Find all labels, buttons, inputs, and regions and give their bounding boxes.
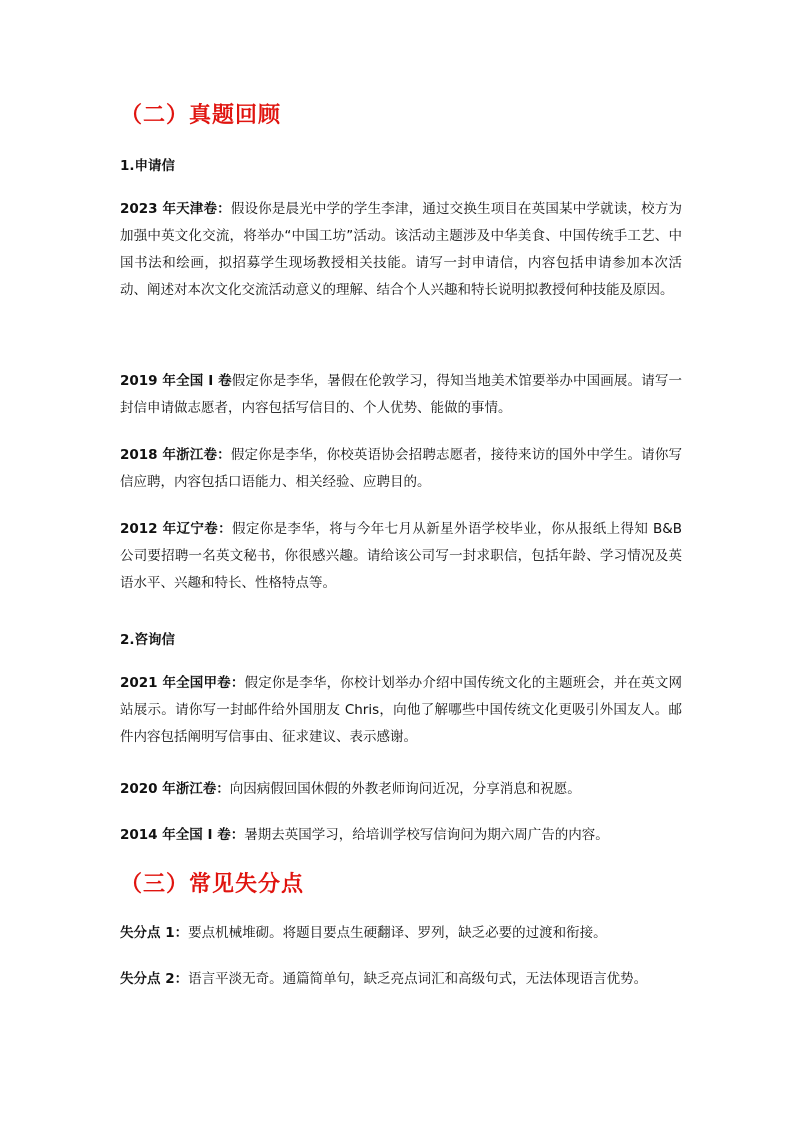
question-paragraph [120, 776, 682, 803]
question-source-label: 2012 年辽宁卷： [120, 521, 233, 537]
question-text: 假定你是李华，暑假在伦敦学习，得知当地美术馆要举办中国画展。请写一封信申请做志愿者，内容包括写信目的、个人优势、能做的事情。 [120, 373, 683, 416]
question-text: 假定你是李华，你校英语协会招聘志愿者，接待来访的国外中学生。请你写信应聘，内容包括口语能力、相关经验、应聘目的。 [120, 447, 683, 490]
question-text: 假定你是李华，你校计划举办介绍中国传统文化的主题班会，并在英文网站展示。请你写一封邮件给外国朋友 Chris，向他了解哪些中国传统文化更吸引外国友人。邮件内容包括阐明写信事由、征求建议、表示感谢。 [120, 675, 682, 745]
question-source-label: 2019 年全国 I 卷 [120, 373, 232, 389]
question-text: 假设你是晨光中学的学生李津，通过交换生项目在英国某中学就读，校方为加强中英文化交流，将举办“中国工坊”活动。该活动主题涉及中华美食、中国传统手工艺、中国书法和绘画，拟招募学生现场教授相关技能。请写一封申请信，内容包括申请参加本次活动、阐述对本次文化交流活动意义的理解、结合个人兴趣和特长说明拟教授何种技能及原因。 [120, 201, 683, 298]
question-paragraph [120, 822, 682, 849]
question-source-label: 2020 年浙江卷： [120, 781, 230, 797]
pitfall-paragraph [120, 966, 682, 993]
pitfall-label: 失分点 2： [120, 971, 189, 987]
question-paragraph [120, 670, 682, 751]
question-source-label: 2021 年全国甲卷： [120, 675, 245, 691]
question-source-label: 2014 年全国 I 卷： [120, 827, 245, 843]
section-heading-pitfalls: （三）常见失分点 [120, 872, 305, 897]
question-paragraph [120, 516, 682, 597]
question-text: 暑期去英国学习，给培训学校写信询问为期六周广告的内容。 [244, 827, 609, 843]
question-source-label: 2023 年天津卷： [120, 201, 231, 217]
question-paragraph [120, 368, 682, 422]
subheading-inquiry-letter: 2.咨询信 [120, 632, 176, 648]
pitfall-paragraph [120, 920, 682, 947]
question-paragraph [120, 196, 682, 304]
subheading-application-letter: 1.申请信 [120, 158, 176, 174]
section-heading-review: （二）真题回顾 [120, 103, 282, 128]
pitfall-text: 要点机械堆砌。将题目要点生硬翻译、罗列，缺乏必要的过渡和衔接。 [188, 925, 607, 941]
question-text: 假定你是李华，将与今年七月从新星外语学校毕业，你从报纸上得知 B&B 公司要招聘一名英文秘书，你很感兴趣。请给该公司写一封求职信，包括年龄、学习情况及英语水平、兴趣和特长、性格特点等。 [120, 521, 682, 591]
question-text: 向因病假回国休假的外教老师询问近况，分享消息和祝愿。 [229, 781, 581, 797]
pitfall-text: 语言平淡无奇。通篇简单句，缺乏亮点词汇和高级句式，无法体现语言优势。 [188, 971, 648, 987]
question-paragraph [120, 442, 682, 496]
pitfall-label: 失分点 1： [120, 925, 189, 941]
question-source-label: 2018 年浙江卷： [120, 447, 231, 463]
